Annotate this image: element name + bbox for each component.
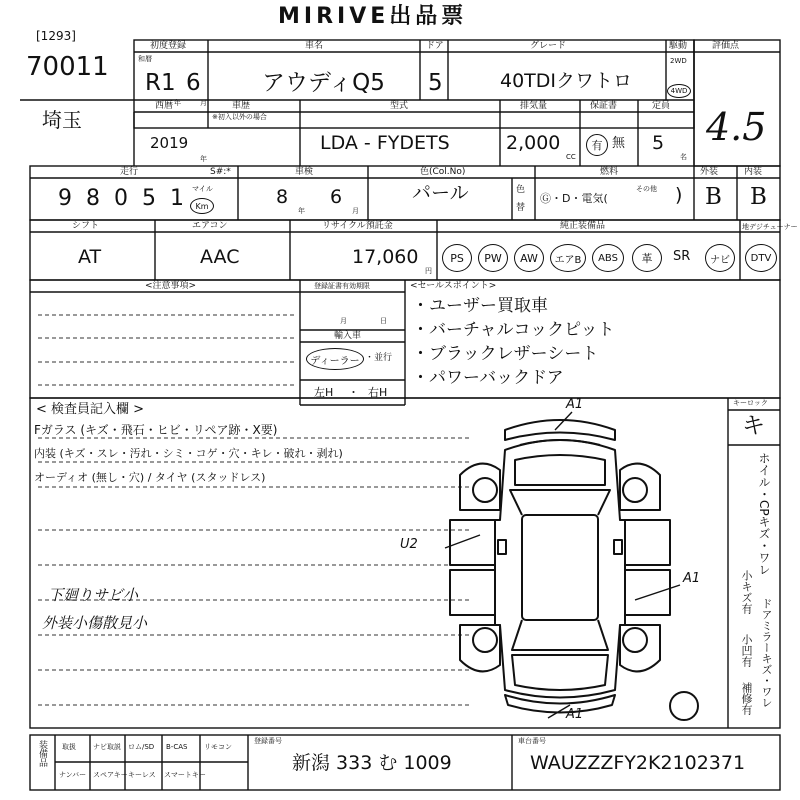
equip-dtv: DTV — [745, 244, 777, 272]
label-doors: ドア — [426, 41, 444, 51]
inspector-line-1: Fガラス (キズ・飛石・ヒビ・リペア跡・X要) — [34, 423, 278, 437]
sales-point: ・パワーバックドア — [412, 368, 564, 388]
year-unit-2: 年 — [200, 155, 207, 163]
label-sales-points: <セールスポイント> — [410, 281, 497, 291]
equip-pw: PW — [478, 244, 508, 272]
delivery-item: B-CAS — [166, 743, 188, 751]
color: パール — [412, 182, 469, 204]
sales-point: ・バーチャルコックピット — [412, 320, 615, 340]
mileage-digit: 8 — [86, 186, 100, 211]
label-vin: 車台番号 — [518, 737, 546, 745]
inspection-year: 8 — [276, 186, 289, 208]
aircon: AAC — [200, 246, 240, 268]
equip-leather: 革 — [632, 244, 662, 272]
side-note-2: 小キズ有 — [740, 570, 753, 614]
displacement: 2,000 — [506, 132, 561, 154]
label-displacement: 排気量 — [520, 101, 548, 111]
sales-point: ・ユーザー買取車 — [412, 296, 548, 316]
equip-airbag: エアB — [550, 244, 586, 272]
diagram-u2-left: U2 — [400, 537, 418, 552]
lot-number: 70011 — [26, 52, 109, 82]
plate-number: 新潟 333 む 1009 — [292, 752, 452, 774]
label-lhd: 左H — [314, 386, 334, 399]
mileage-digit: 0 — [114, 186, 128, 211]
label-s-mark: S#:* — [210, 167, 231, 177]
reg-valid-month: 月 — [340, 317, 347, 325]
first-reg-month: 6 — [186, 70, 201, 96]
diagram-a1-top: A1 — [566, 397, 584, 412]
mileage-digits — [58, 186, 184, 211]
label-delivery-side: 装備品 — [37, 740, 47, 767]
car-name: アウディQ5 — [262, 70, 385, 96]
label-history: 車歴 — [232, 101, 251, 111]
keylock-value: キ — [742, 413, 765, 439]
delivery-item: スペアキー — [93, 771, 128, 779]
lot-box-number: [1293] — [36, 29, 76, 43]
diagram-a1-bottom: A1 — [566, 707, 584, 722]
label-exterior: 外装 — [700, 167, 719, 177]
equip-abs: ABS — [592, 244, 624, 272]
mileage-digit: 5 — [142, 186, 156, 211]
recycle: 17,060 — [352, 246, 419, 268]
mileage-digit: 1 — [170, 186, 184, 211]
side-note-1: ホイル・CPキズ・ワレ — [757, 452, 771, 576]
label-reg-valid: 登録証書有効期限 — [314, 282, 370, 290]
label-fuel: 燃料 — [600, 167, 619, 177]
equip-sr: SR — [673, 249, 691, 264]
doors: 5 — [428, 70, 443, 96]
label-tuner: 地デジチューナー — [742, 223, 798, 231]
label-drive: 駆動 — [669, 41, 688, 51]
yen-unit: 円 — [425, 267, 432, 275]
reg-valid-day: 日 — [380, 317, 387, 325]
interior-grade: B — [750, 184, 767, 210]
label-inspector: < 検査員記入欄 > — [36, 402, 145, 417]
delivery-item: スマートキー — [164, 771, 206, 779]
year-unit: 年 — [174, 99, 181, 107]
inspection-year-unit: 年 — [298, 207, 305, 215]
vin: WAUZZZFY2K2102371 — [530, 752, 746, 774]
grade: 40TDIクワトロ — [500, 70, 633, 92]
delivery-item: キーレス — [128, 771, 156, 779]
label-capacity: 定員 — [652, 101, 671, 111]
label-interior: 内装 — [744, 167, 763, 177]
handwritten-note-2: 外装小傷散見小 — [42, 614, 148, 632]
inspection-month: 6 — [330, 186, 343, 208]
capacity-unit: 名 — [680, 153, 687, 161]
label-inspection: 車検 — [295, 167, 314, 177]
label-iro: 色 — [516, 185, 526, 195]
km-circle: Km — [190, 198, 214, 214]
inspector-line-2: 内装 (キズ・スレ・汚れ・シミ・コゲ・穴・キレ・破れ・剥れ) — [34, 447, 343, 460]
mileage-unit-label: マイル — [192, 185, 213, 193]
month-unit: 月 — [200, 99, 207, 107]
label-kae: 替 — [516, 203, 526, 213]
label-mileage: 走行 — [120, 167, 139, 177]
label-model: 型式 — [390, 101, 409, 111]
label-dot: ・ — [348, 386, 359, 399]
score-value: 4.5 — [706, 105, 767, 149]
prefecture: 埼玉 — [42, 108, 82, 132]
equip-ps: PS — [442, 244, 472, 272]
label-history-sub: ※初入以外の場合 — [212, 113, 267, 121]
capacity: 5 — [652, 132, 665, 154]
delivery-item: 取扱 — [62, 743, 76, 751]
label-shift: シフト — [72, 221, 100, 231]
score — [706, 105, 767, 149]
side-note-4: 小凹有 — [740, 634, 753, 667]
diagram-a1-right: A1 — [683, 571, 701, 586]
side-note-5: 補修有 — [740, 682, 753, 715]
dealer-circle: ディーラー — [306, 348, 364, 370]
delivery-item: リモコン — [204, 743, 232, 751]
cc-unit: CC — [566, 153, 576, 161]
warranty-no: 無 — [612, 136, 626, 151]
form-title: MIRIVE出品票 — [278, 4, 468, 29]
model: LDA - FYDETS — [320, 132, 450, 154]
warranty-yes: 有 — [586, 134, 608, 156]
delivery-item: ナビ取説 — [93, 743, 121, 751]
equip-aw: AW — [514, 244, 544, 272]
handwritten-note-1: 下廻りサビ小 — [48, 586, 139, 604]
label-notes: <注意事項> — [145, 281, 197, 291]
label-import: 輸入車 — [334, 331, 362, 341]
label-grade: グレード — [530, 41, 567, 51]
label-plate: 登録番号 — [254, 737, 282, 745]
inspector-line-3: オーディオ (無し・穴) / タイヤ (スタッドレス) — [34, 471, 266, 484]
label-warranty: 保証書 — [590, 101, 618, 111]
shift: AT — [78, 246, 102, 268]
label-car-name: 車名 — [305, 41, 324, 51]
drive-4wd: 4WD — [667, 84, 691, 98]
era: R1 — [145, 70, 176, 96]
fuel-close: ) — [675, 184, 683, 206]
year: 2019 — [150, 134, 189, 152]
label-aircon: エアコン — [192, 221, 228, 231]
label-seireki: 西暦 — [155, 101, 174, 111]
equip-navi: ナビ — [705, 244, 735, 272]
sales-point: ・ブラックレザーシート — [412, 344, 599, 364]
label-parallel: ・並行 — [365, 353, 393, 363]
fuel-options: Ⓖ・D・電気( — [540, 192, 608, 205]
car-diagram — [450, 420, 701, 720]
exterior-grade: B — [705, 184, 722, 210]
label-first-reg: 初度登録 — [150, 41, 187, 51]
label-color: 色(Col.No) — [420, 167, 466, 177]
label-wareki: 和暦 — [138, 55, 152, 63]
label-keylock: キーロック — [733, 399, 768, 407]
side-note-3: ドアミラーキズ・ワレ — [760, 598, 773, 708]
label-score: 評価点 — [712, 41, 740, 51]
delivery-item: ロム/SD — [128, 743, 155, 751]
fuel-other: その他 — [636, 185, 657, 193]
label-equipment: 純正装備品 — [560, 221, 606, 231]
drive-2wd: 2WD — [670, 57, 687, 65]
label-rhd: 右H — [368, 386, 388, 399]
inspection-month-unit: 月 — [352, 207, 359, 215]
delivery-item: ナンバー — [59, 771, 87, 779]
mileage-digit: 9 — [58, 186, 72, 211]
label-recycle: リサイクル預託金 — [322, 221, 393, 231]
